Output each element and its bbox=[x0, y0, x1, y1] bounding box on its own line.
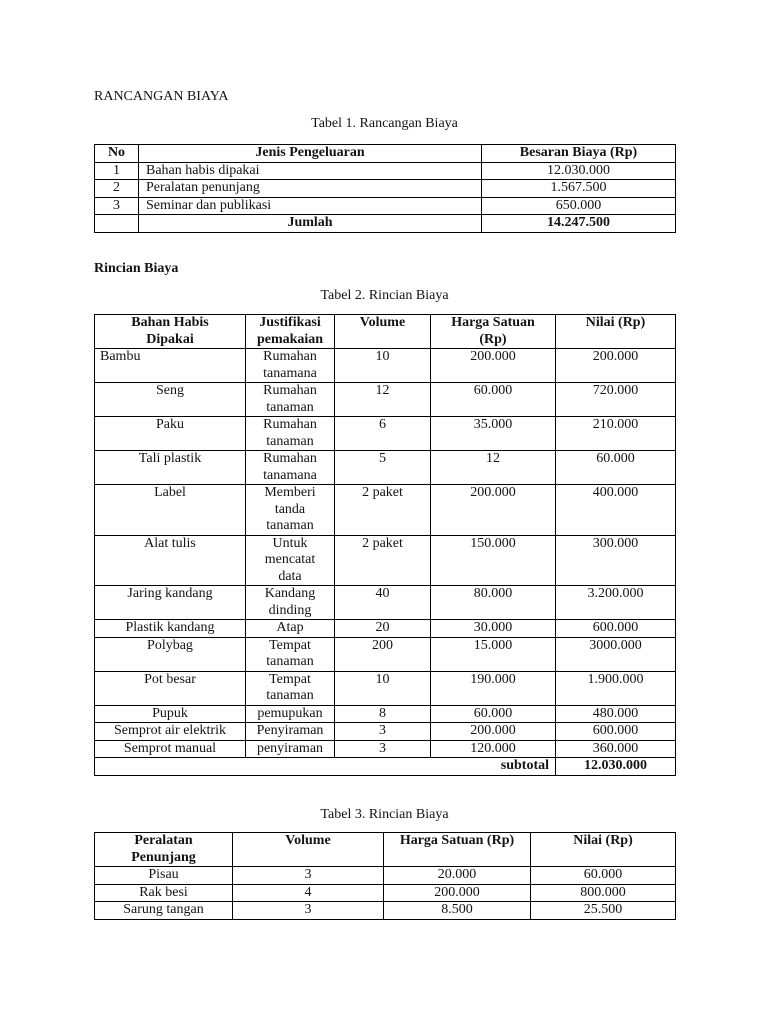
usage-justification: Rumahan tanamana bbox=[246, 349, 335, 383]
header-volume: Volume bbox=[335, 315, 431, 349]
total-value: 720.000 bbox=[556, 383, 676, 417]
cost-amount: 650.000 bbox=[482, 197, 676, 215]
table-row bbox=[95, 349, 676, 383]
subtotal-value: 12.030.000 bbox=[556, 758, 676, 776]
equipment-name: Rak besi bbox=[95, 884, 233, 902]
consumables-detail-table bbox=[94, 314, 676, 776]
item-name: Jaring kandang bbox=[95, 586, 246, 620]
volume: 10 bbox=[335, 671, 431, 705]
volume: 20 bbox=[335, 620, 431, 638]
header-no: No bbox=[95, 145, 139, 163]
table-row bbox=[95, 180, 676, 198]
subtotal-label: subtotal bbox=[95, 758, 556, 776]
total-value: 210.000 bbox=[556, 417, 676, 451]
total-value: 1.900.000 bbox=[556, 671, 676, 705]
unit-price: 60.000 bbox=[431, 383, 556, 417]
item-name: Label bbox=[95, 485, 246, 536]
item-name: Pot besar bbox=[95, 671, 246, 705]
total-value: 360.000 bbox=[556, 740, 676, 758]
table-row bbox=[95, 884, 676, 902]
table-row bbox=[95, 867, 676, 885]
unit-price: 12 bbox=[431, 451, 556, 485]
table-row bbox=[95, 620, 676, 638]
usage-justification: penyiraman bbox=[246, 740, 335, 758]
total-value: 3000.000 bbox=[556, 637, 676, 671]
page-heading: RANCANGAN BIAYA bbox=[94, 89, 229, 104]
header-total-value: Nilai (Rp) bbox=[531, 833, 676, 867]
cost-amount: 12.030.000 bbox=[482, 162, 676, 180]
table-row bbox=[95, 162, 676, 180]
section-title: Rincian Biaya bbox=[94, 261, 179, 276]
unit-price: 60.000 bbox=[431, 705, 556, 723]
table-row bbox=[95, 705, 676, 723]
header-usage-justification: Justifikasi pemakaian bbox=[246, 315, 335, 349]
total-value: 480.000 bbox=[556, 705, 676, 723]
total-value: 200.000 bbox=[556, 349, 676, 383]
unit-price: 15.000 bbox=[431, 637, 556, 671]
table-header-row bbox=[95, 145, 676, 163]
table-row bbox=[95, 197, 676, 215]
item-name: Alat tulis bbox=[95, 535, 246, 586]
table-row bbox=[95, 637, 676, 671]
unit-price: 120.000 bbox=[431, 740, 556, 758]
usage-justification: Untuk mencatat data bbox=[246, 535, 335, 586]
total-row bbox=[95, 215, 676, 233]
volume: 3 bbox=[233, 902, 384, 920]
volume: 40 bbox=[335, 586, 431, 620]
total-value: 14.247.500 bbox=[482, 215, 676, 233]
table-header-row bbox=[95, 833, 676, 867]
row-number: 3 bbox=[95, 197, 139, 215]
table-body bbox=[95, 162, 676, 215]
table-row bbox=[95, 383, 676, 417]
total-value: 800.000 bbox=[531, 884, 676, 902]
table3-caption: Tabel 3. Rincian Biaya bbox=[320, 807, 449, 822]
cost-amount: 1.567.500 bbox=[482, 180, 676, 198]
total-label: Jumlah bbox=[139, 215, 482, 233]
total-value: 400.000 bbox=[556, 485, 676, 536]
usage-justification: Rumahan tanamana bbox=[246, 451, 335, 485]
volume: 12 bbox=[335, 383, 431, 417]
table-row bbox=[95, 535, 676, 586]
table-body bbox=[95, 867, 676, 920]
total-value: 600.000 bbox=[556, 723, 676, 741]
table-row bbox=[95, 740, 676, 758]
table1-caption: Tabel 1. Rancangan Biaya bbox=[311, 116, 458, 131]
item-name: Seng bbox=[95, 383, 246, 417]
table-header-row bbox=[95, 315, 676, 349]
total-value: 60.000 bbox=[556, 451, 676, 485]
unit-price: 200.000 bbox=[431, 723, 556, 741]
total-value: 300.000 bbox=[556, 535, 676, 586]
total-empty-cell bbox=[95, 215, 139, 233]
total-value: 25.500 bbox=[531, 902, 676, 920]
unit-price: 200.000 bbox=[384, 884, 531, 902]
unit-price: 190.000 bbox=[431, 671, 556, 705]
unit-price: 30.000 bbox=[431, 620, 556, 638]
expense-type: Seminar dan publikasi bbox=[139, 197, 482, 215]
unit-price: 20.000 bbox=[384, 867, 531, 885]
header-unit-price: Harga Satuan (Rp) bbox=[384, 833, 531, 867]
row-number: 1 bbox=[95, 162, 139, 180]
unit-price: 200.000 bbox=[431, 485, 556, 536]
volume: 3 bbox=[233, 867, 384, 885]
header-equipment-name: Peralatan Penunjang bbox=[95, 833, 233, 867]
usage-justification: Rumahan tanaman bbox=[246, 383, 335, 417]
unit-price: 200.000 bbox=[431, 349, 556, 383]
usage-justification: Rumahan tanaman bbox=[246, 417, 335, 451]
item-name: Tali plastik bbox=[95, 451, 246, 485]
item-name: Plastik kandang bbox=[95, 620, 246, 638]
volume: 3 bbox=[335, 740, 431, 758]
cost-plan-table bbox=[94, 144, 676, 233]
usage-justification: Kandang dinding bbox=[246, 586, 335, 620]
total-value: 3.200.000 bbox=[556, 586, 676, 620]
expense-type: Bahan habis dipakai bbox=[139, 162, 482, 180]
equipment-name: Sarung tangan bbox=[95, 902, 233, 920]
volume: 4 bbox=[233, 884, 384, 902]
header-expense-type: Jenis Pengeluaran bbox=[139, 145, 482, 163]
table-row bbox=[95, 485, 676, 536]
header-item-name: Bahan Habis Dipakai bbox=[95, 315, 246, 349]
item-name: Bambu bbox=[95, 349, 246, 383]
volume: 2 paket bbox=[335, 535, 431, 586]
equipment-name: Pisau bbox=[95, 867, 233, 885]
volume: 6 bbox=[335, 417, 431, 451]
table-row bbox=[95, 451, 676, 485]
table-row bbox=[95, 417, 676, 451]
unit-price: 8.500 bbox=[384, 902, 531, 920]
header-unit-price: Harga Satuan (Rp) bbox=[431, 315, 556, 349]
total-value: 600.000 bbox=[556, 620, 676, 638]
usage-justification: Memberi tanda tanaman bbox=[246, 485, 335, 536]
unit-price: 35.000 bbox=[431, 417, 556, 451]
item-name: Semprot manual bbox=[95, 740, 246, 758]
item-name: Semprot air elektrik bbox=[95, 723, 246, 741]
unit-price: 150.000 bbox=[431, 535, 556, 586]
usage-justification: Atap bbox=[246, 620, 335, 638]
unit-price: 80.000 bbox=[431, 586, 556, 620]
expense-type: Peralatan penunjang bbox=[139, 180, 482, 198]
header-total-value: Nilai (Rp) bbox=[556, 315, 676, 349]
volume: 200 bbox=[335, 637, 431, 671]
row-number: 2 bbox=[95, 180, 139, 198]
header-cost-amount: Besaran Biaya (Rp) bbox=[482, 145, 676, 163]
usage-justification: Penyiraman bbox=[246, 723, 335, 741]
item-name: Paku bbox=[95, 417, 246, 451]
volume: 3 bbox=[335, 723, 431, 741]
usage-justification: Tempat tanaman bbox=[246, 671, 335, 705]
usage-justification: Tempat tanaman bbox=[246, 637, 335, 671]
item-name: Polybag bbox=[95, 637, 246, 671]
table-row bbox=[95, 723, 676, 741]
volume: 5 bbox=[335, 451, 431, 485]
subtotal-row bbox=[95, 758, 676, 776]
volume: 2 paket bbox=[335, 485, 431, 536]
total-value: 60.000 bbox=[531, 867, 676, 885]
item-name: Pupuk bbox=[95, 705, 246, 723]
equipment-detail-table bbox=[94, 832, 676, 920]
table-row bbox=[95, 902, 676, 920]
table-row bbox=[95, 586, 676, 620]
usage-justification: pemupukan bbox=[246, 705, 335, 723]
volume: 10 bbox=[335, 349, 431, 383]
volume: 8 bbox=[335, 705, 431, 723]
table2-caption: Tabel 2. Rincian Biaya bbox=[320, 288, 449, 303]
table-row bbox=[95, 671, 676, 705]
header-volume: Volume bbox=[233, 833, 384, 867]
table-body bbox=[95, 349, 676, 758]
